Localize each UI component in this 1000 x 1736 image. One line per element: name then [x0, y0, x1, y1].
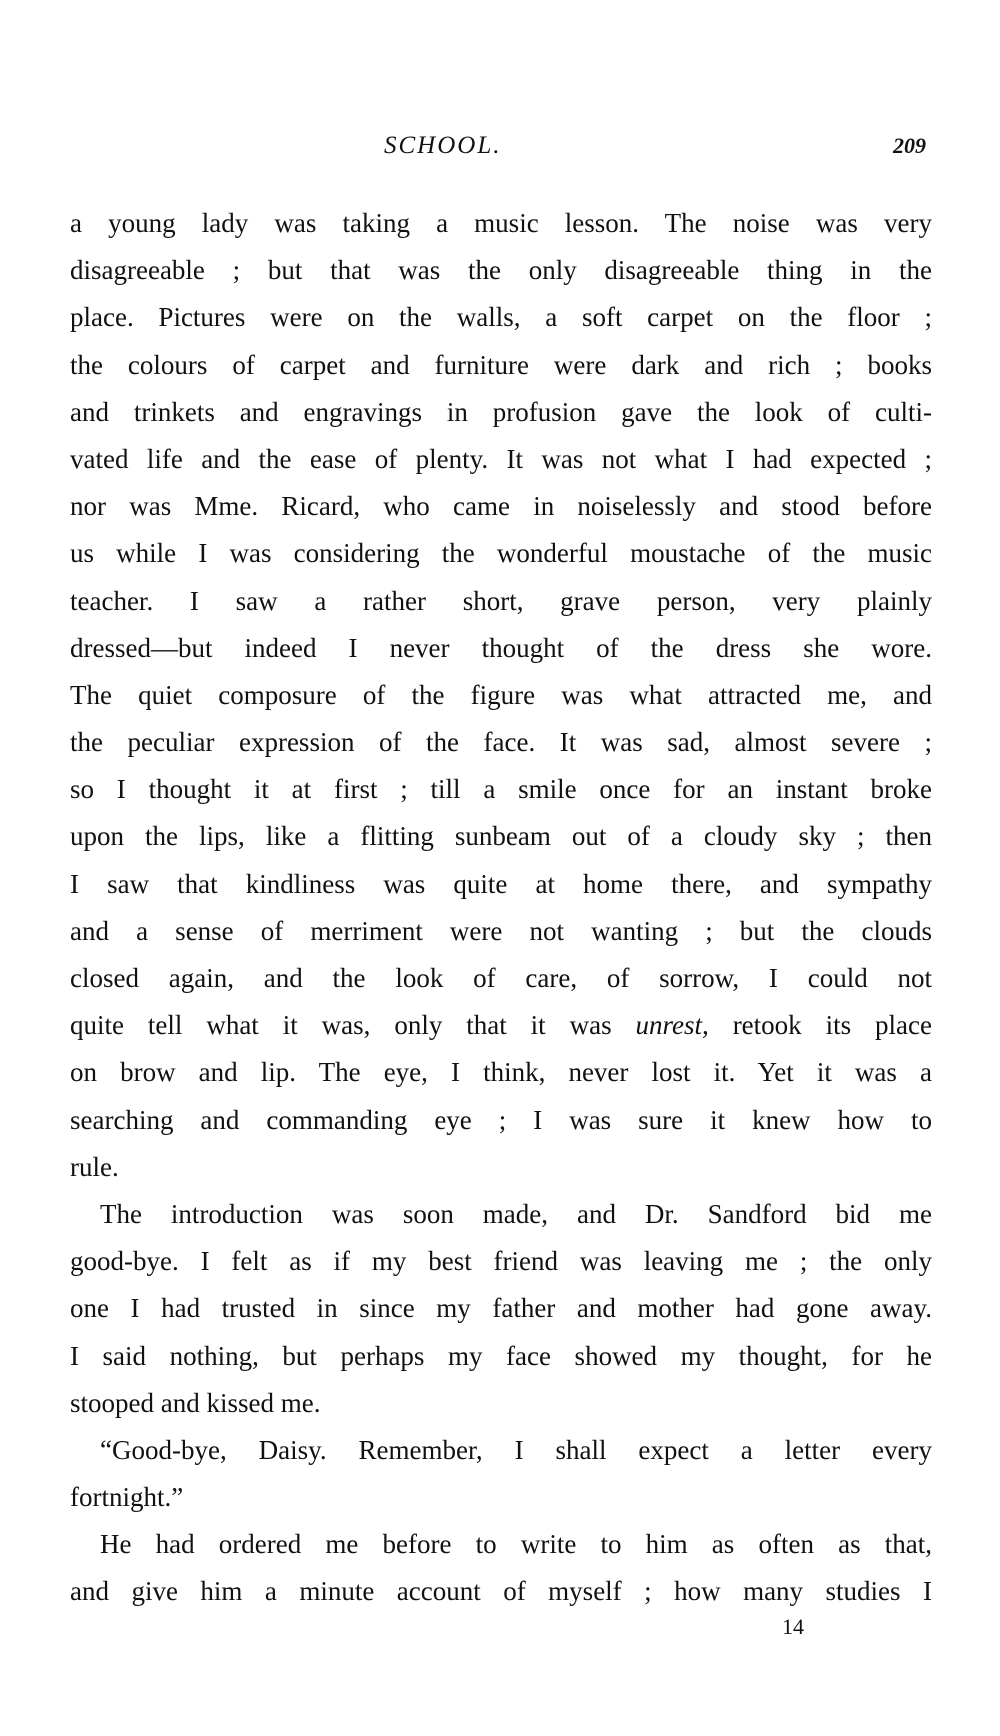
text-line: teacher. I saw a rather short, grave person, very plainly — [70, 585, 932, 616]
text-line: one I had trusted in since my father and mother had gone away. — [70, 1293, 932, 1324]
text-line: us while I was considering the wonderful moustache of the music — [70, 538, 932, 569]
text-line: so I thought it at first ; till a smile once for an instant broke — [70, 774, 932, 805]
text-line: a young lady was taking a music lesson. The noise was very — [70, 208, 932, 238]
text-line-with-italic — [70, 1002, 932, 1049]
text-segment: retook its place — [708, 1010, 932, 1041]
text-line: vated life and the ease of plenty. It was not what I had expected ; — [70, 443, 932, 474]
text-line: fortnight.” — [70, 1482, 184, 1513]
text-line: the colours of carpet and furniture were dark and rich ; books — [70, 349, 932, 380]
text-line: good-bye. I felt as if my best friend was leaving me ; the only — [70, 1246, 932, 1277]
text-line: I saw that kindliness was quite at home there, and sympathy — [70, 868, 932, 899]
text-line: stooped and kissed me. — [70, 1387, 321, 1418]
text-line: “Good-bye, Daisy. Remember, I shall expect a letter every — [100, 1434, 932, 1465]
text-line: dressed—but indeed I never thought of the dress she wore. — [70, 632, 932, 663]
text-line: and give him a minute account of myself ; how many studies I — [70, 1576, 932, 1607]
running-head-title: SCHOOL. — [384, 132, 502, 159]
italic-word: unrest, — [635, 1010, 709, 1041]
text-line: nor was Mme. Ricard, who came in noiselessly and stood before — [70, 491, 932, 522]
text-line: He had ordered me before to write to him as often as that, — [100, 1529, 932, 1560]
text-line: The introduction was soon made, and Dr. Sandford bid me — [100, 1198, 932, 1229]
text-line: searching and commanding eye ; I was sure it knew how to — [70, 1104, 932, 1135]
text-line: The quiet composure of the figure was what attracted me, and — [70, 679, 932, 710]
signature-mark: 14 — [782, 1614, 804, 1639]
body-text — [70, 200, 932, 1616]
text-line: closed again, and the look of care, of sorrow, I could not — [70, 963, 932, 993]
text-line: place. Pictures were on the walls, a soft carpet on the floor ; — [70, 302, 932, 333]
text-line: on brow and lip. The eye, I think, never lost it. Yet it was a — [70, 1057, 932, 1088]
text-line: I said nothing, but perhaps my face showed my thought, for he — [70, 1340, 932, 1371]
text-line: disagreeable ; but that was the only disagreeable thing in the — [70, 255, 932, 286]
text-line: and trinkets and engravings in profusion gave the look of culti- — [70, 396, 932, 427]
text-line: and a sense of merriment were not wanting ; but the clouds — [70, 915, 932, 946]
text-line: the peculiar expression of the face. It was sad, almost severe ; — [70, 727, 932, 758]
text-segment: quite tell what it was, only that it was — [70, 1010, 636, 1041]
text-line: upon the lips, like a flitting sunbeam out of a cloudy sky ; then — [70, 821, 932, 852]
running-head — [0, 126, 1000, 166]
text-line: rule. — [70, 1151, 119, 1182]
page-number: 209 — [893, 133, 926, 158]
